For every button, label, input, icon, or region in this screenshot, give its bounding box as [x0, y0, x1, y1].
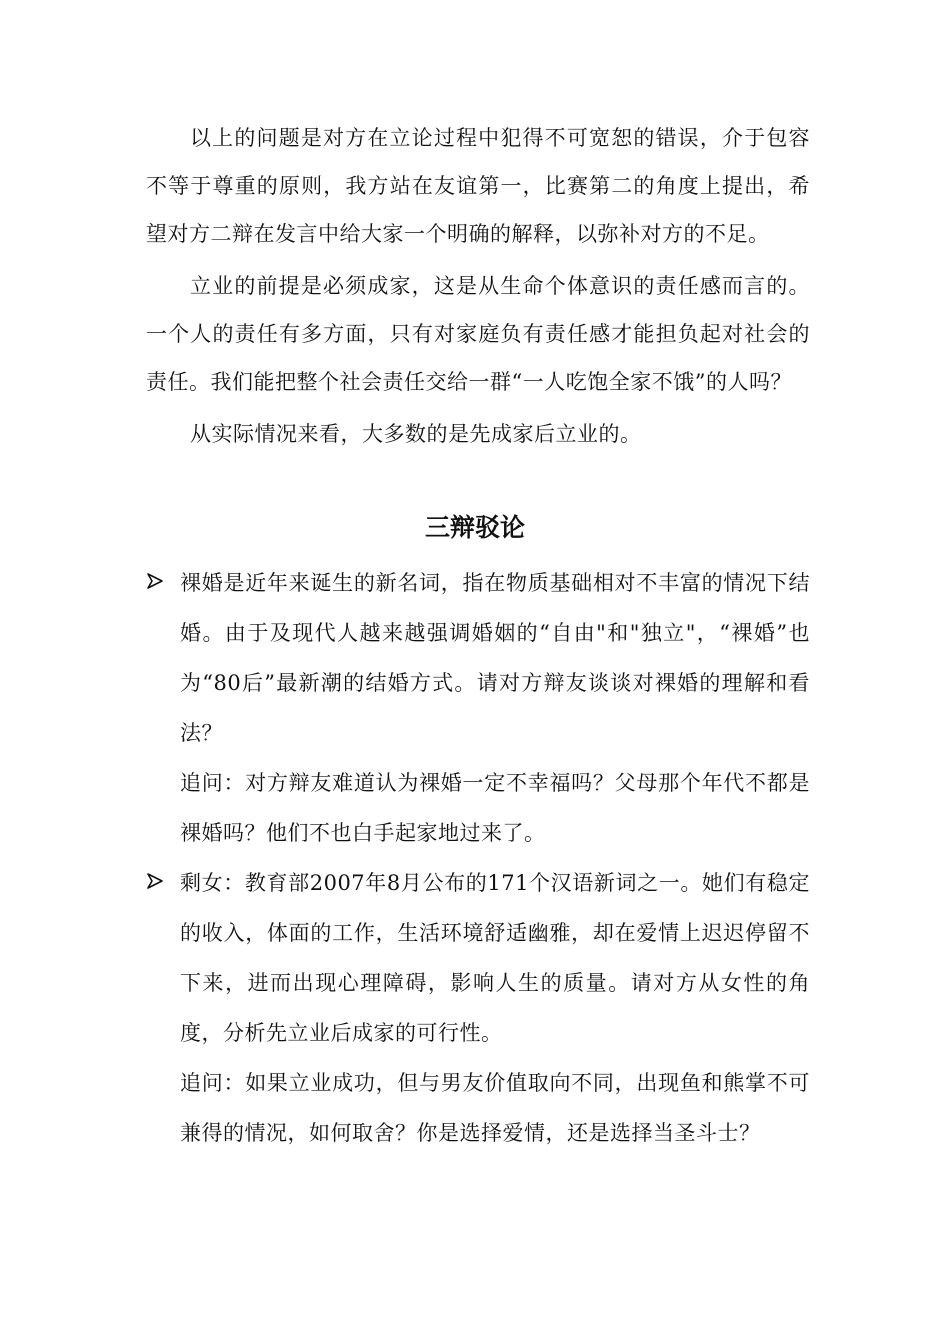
- bullet-item-leftover-women: [146, 858, 810, 1158]
- paragraph-opening-argument: 以上的问题是对方在立论过程中犯得不可宽恕的错误，介于包容不等于尊重的原则，我方站在友谊第一，比赛第二的角度上提出，希望对方二辩在发言中给大家一个明确的解释，以弥补对方的不足。: [146, 126, 810, 246]
- arrowhead-bullet-icon: [146, 872, 164, 890]
- bullet-followup-question: 追问：如果立业成功，但与男友价值取向不同，出现鱼和熊掌不可兼得的情况，如何取舍？你是选择爱情，还是选择当圣斗士？: [180, 1071, 810, 1145]
- section-title: 三辩驳论: [424, 513, 525, 542]
- bullet-question-text: 剩女：教育部2007年8月公布的171个汉语新词之一。她们有稳定的收入，体面的工作，生活环境舒适幽雅，却在爱情上迟迟停留不下来，进而出现心理障碍，影响人生的质量。请对方从女性的角度，分析先立业后成家的可行性。: [180, 871, 810, 1045]
- bullet-followup-question: 追问：对方辩友难道认为裸婚一定不幸福吗？父母那个年代不都是裸婚吗？他们不也白手起家地过来了。: [180, 771, 810, 845]
- arrowhead-bullet-icon: [146, 572, 164, 590]
- bullet-item-naked-marriage: [146, 558, 810, 858]
- paragraph-practical-view: 从实际情况来看，大多数的是先成家后立业的。: [190, 422, 642, 446]
- bullet-question-text: 裸婚是近年来诞生的新名词，指在物质基础相对不丰富的情况下结婚。由于及现代人越来越强调婚姻的“自由"和"独立"，“裸婚”也为“80后”最新潮的结婚方式。请对方辩友谈谈对裸婚的理解和看法？: [180, 571, 810, 745]
- paragraph-responsibility-argument: 立业的前提是必须成家，这是从生命个体意识的责任感而言的。一个人的责任有多方面，只有对家庭负有责任感才能担负起对社会的责任。我们能把整个社会责任交给一群“一人吃饱全家不饿”的人吗？: [146, 274, 810, 394]
